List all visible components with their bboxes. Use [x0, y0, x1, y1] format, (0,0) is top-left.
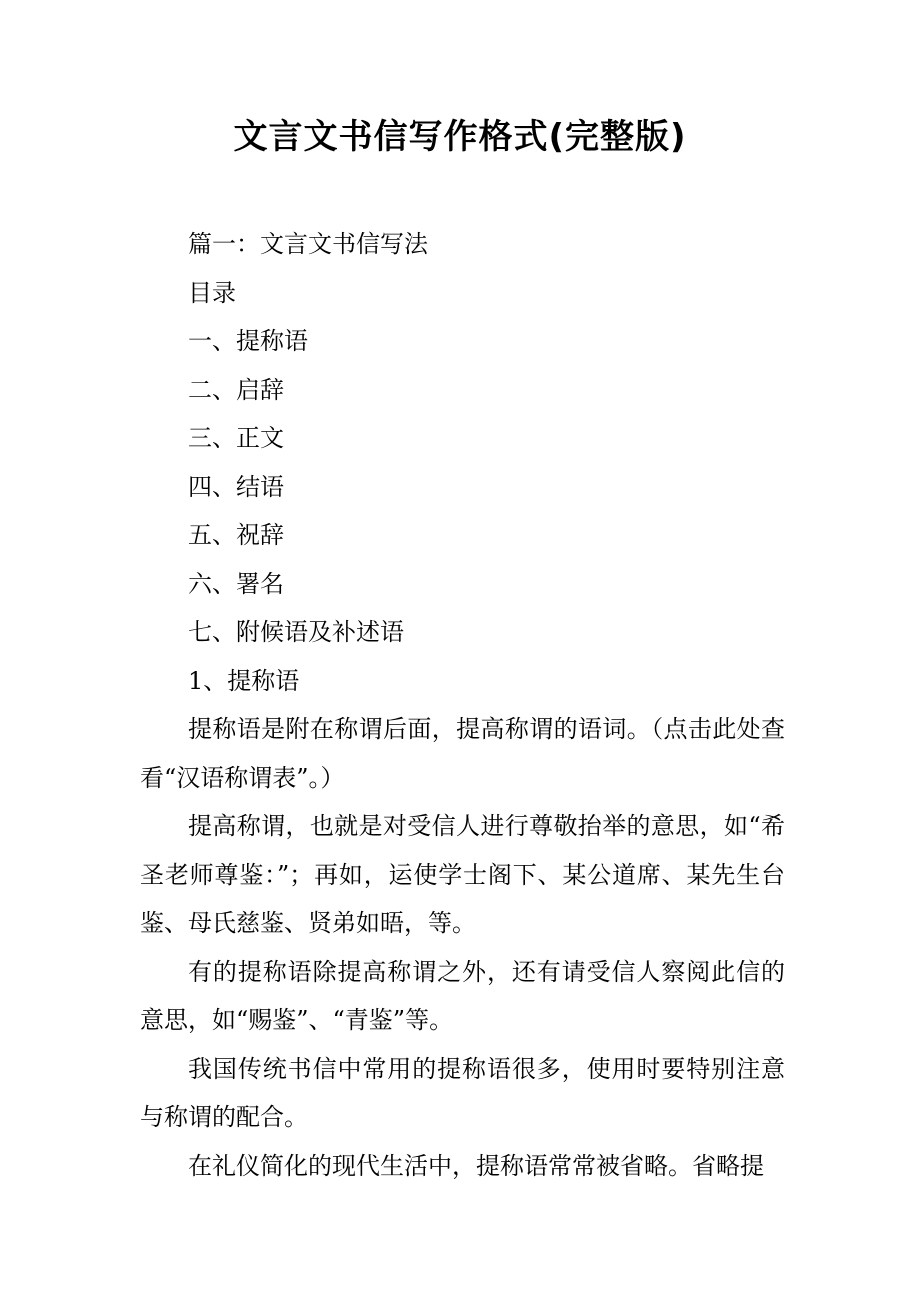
- toc-heading: 目录: [188, 278, 236, 307]
- body-paragraph: 提称语是附在称谓后面，提高称谓的语词。（点击此处查看“汉语称谓表”。）: [140, 715, 785, 792]
- document-body: [140, 220, 785, 1190]
- body-paragraph: 提高称谓，也就是对受信人进行尊敬抬举的意思，如“希圣老师尊鉴：”；再如，运使学士阁下、某公道席、某先生台鉴、母氏慈鉴、贤弟如晤，等。: [140, 812, 785, 937]
- body-paragraph: 我国传统书信中常用的提称语很多，使用时要特别注意与称谓的配合。: [140, 1054, 785, 1131]
- body-paragraph: 有的提称语除提高称谓之外，还有请受信人察阅此信的意思，如“赐鉴”、“青鉴”等。: [140, 957, 785, 1034]
- toc-item: 四、结语: [188, 472, 284, 501]
- section-heading: 篇一：文言文书信写法: [188, 230, 428, 258]
- body-paragraph: 在礼仪简化的现代生活中，提称语常常被省略。省略提: [188, 1151, 764, 1180]
- document-title: 文言文书信写作格式(完整版): [233, 117, 687, 157]
- toc-item: 三、正文: [188, 424, 284, 452]
- toc-item: 七、附候语及补述语: [188, 618, 404, 646]
- toc-item: 五、祝辞: [188, 521, 284, 549]
- subsection-heading: 1、提称语: [188, 666, 300, 695]
- toc-item: 一、提称语: [188, 327, 308, 355]
- toc-item: 二、启辞: [188, 375, 284, 404]
- toc-item: 六、署名: [188, 569, 284, 598]
